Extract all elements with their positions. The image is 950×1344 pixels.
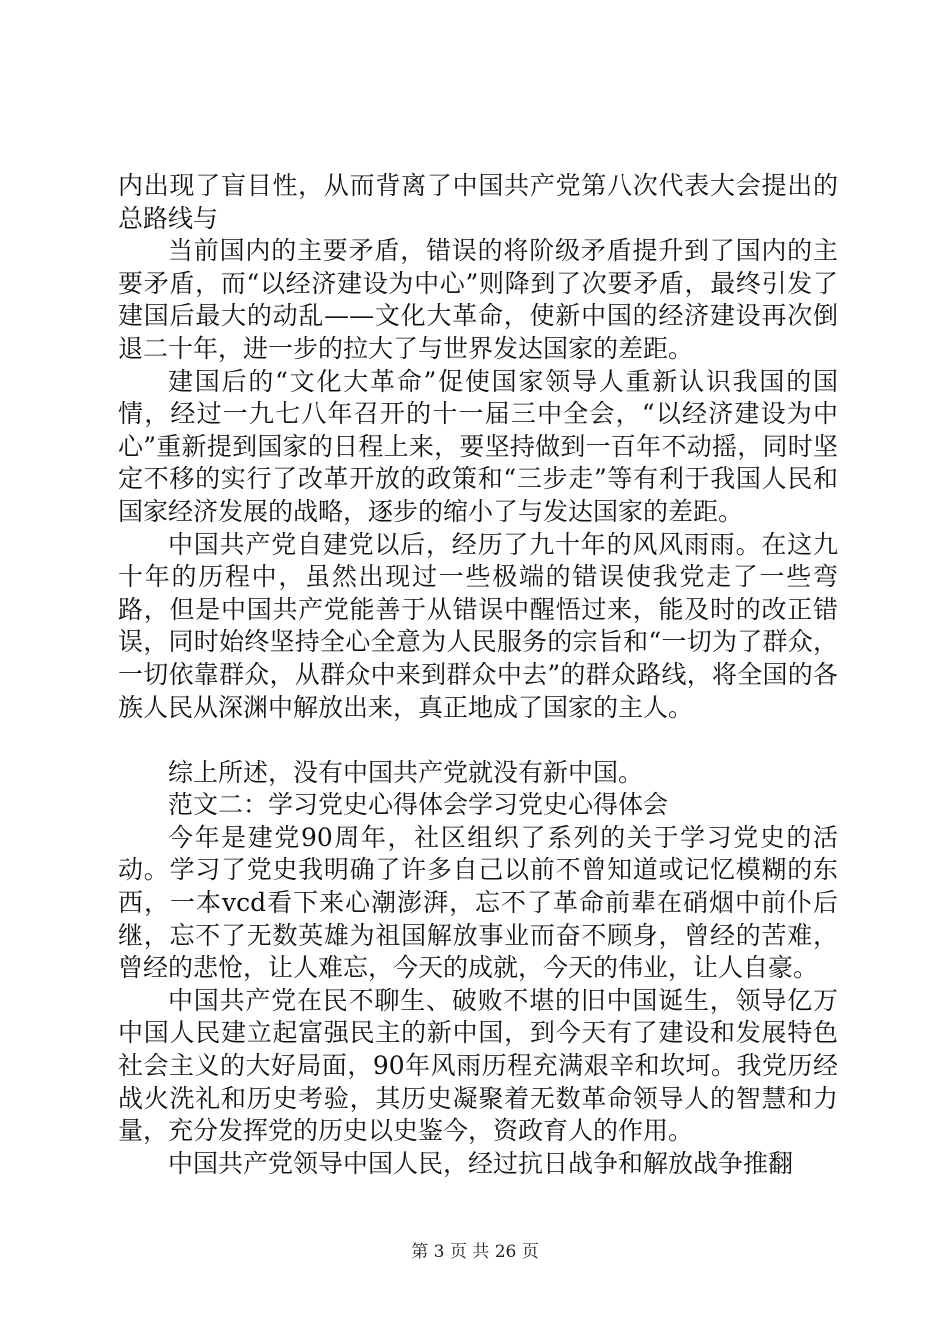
page-number-footer: 第 3 页 共 26 页 — [411, 1242, 539, 1262]
document-body — [118, 170, 838, 1180]
paragraph-party-history: 中国共产党在民不聊生、破败不堪的旧中国诞生，领导亿万中国人民建立起富强民主的新中国，到今天有了建设和发展特色社会主义的大好局面，90年风雨历程充满艰辛和坎坷。我党历经战火洗礼和历史考验，其历史凝聚着无数革命领导人的智慧和力量，充分发挥党的历史以史鉴今，资政育人的作用。 — [118, 985, 838, 1146]
paragraph-anniversary: 今年是建党90周年，社区组织了系列的关于学习党史的活动。学习了党史我明确了许多自己以前不曾知道或记忆模糊的东西，一本vcd看下来心潮澎湃，忘不了革命前辈在硝烟中前仆后继，忘不了无数英雄为祖国解放事业而奋不顾身，曾经的苦难，曾经的悲怆，让人难忘，今天的成就，今天的伟业，让人自豪。 — [118, 822, 838, 983]
paragraph-main-contradiction: 当前国内的主要矛盾，错误的将阶级矛盾提升到了国内的主要矛盾，而“以经济建设为中心”则降到了次要矛盾，最终引发了建国后最大的动乱——文化大革命，使新中国的经济建设再次倒退二十年，进一步的拉大了与世界发达国家的差距。 — [118, 236, 838, 363]
paragraph-leadership: 中国共产党领导中国人民，经过抗日战争和解放战争推翻 — [168, 1148, 794, 1178]
paragraph-continuation: 内出现了盲目性，从而背离了中国共产党第八次代表大会提出的总路线与 — [118, 171, 838, 233]
section-heading-sample-two: 范文二：学习党史心得体会学习党史心得体会 — [168, 790, 669, 820]
paragraph-cultural-revolution: 建国后的“文化大革命”促使国家领导人重新认识我国的国情，经过一九七八年召开的十一届三中全会，“以经济建设为中心”重新提到国家的日程上来，要坚持做到一百年不动摇，同时坚定不移的实行了改革开放的政策和“三步走”等有利于我国人民和国家经济发展的战略，逐步的缩小了与发达国家的差距。 — [118, 366, 838, 526]
paragraph-ninety-years: 中国共产党自建党以后，经历了九十年的风风雨雨。在这九十年的历程中，虽然出现过一些极端的错误使我党走了一些弯路，但是中国共产党能善于从错误中醒悟过来，能及时的改正错误，同时始终坚持全心全意为人民服务的宗旨和“一切为了群众，一切依靠群众，从群众中来到群众中去”的群众路线，将全国的各族人民从深渊中解放出来，真正地成了国家的主人。 — [118, 529, 838, 722]
paragraph-conclusion: 综上所述，没有中国共产党就没有新中国。 — [168, 757, 644, 787]
